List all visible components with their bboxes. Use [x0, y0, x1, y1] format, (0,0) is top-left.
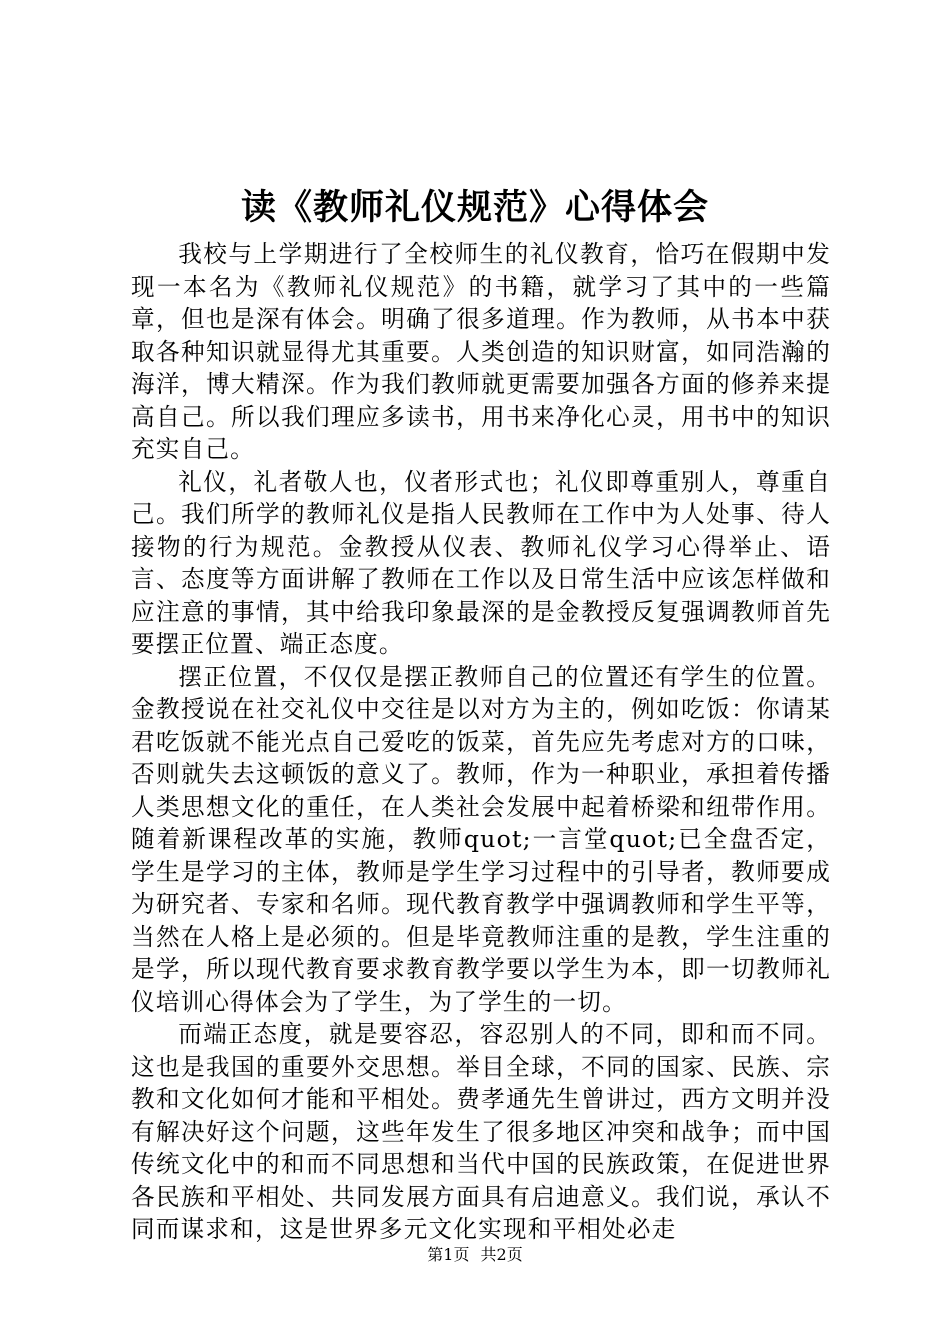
- paragraph: 而端正态度，就是要容忍，容忍别人的不同，即和而不同。这也是我国的重要外交思想。举目全球，不同的国家、民族、宗教和文化如何才能和平相处。费孝通先生曾讲过，西方文明并没有解决好这个问题，这些年发生了很多地区冲突和战争；而中国传统文化中的和而不同思想和当代中国的民族政策，在促进世界各民族和平相处、共同发展方面具有启迪意义。我们说，承认不同而谋求和，这是世界多元文化实现和平相处必走: [131, 1020, 831, 1243]
- paragraph: 礼仪，礼者敬人也，仪者形式也；礼仪即尊重别人，尊重自己。我们所学的教师礼仪是指人民教师在工作中为人处事、待人接物的行为规范。金教授从仪表、教师礼仪学习心得举止、语言、态度等方面讲解了教师在工作以及日常生活中应该怎样做和应注意的事情，其中给我印象最深的是金教授反复强调教师首先要摆正位置、端正态度。: [131, 467, 831, 658]
- page-number: 第1页: [427, 1245, 470, 1264]
- page-total: 共2页: [480, 1245, 523, 1264]
- document-body: [131, 238, 831, 1246]
- paragraph: 摆正位置，不仅仅是摆正教师自己的位置还有学生的位置。金教授说在社交礼仪中交往是以对方为主的，例如吃饭：你请某君吃饭就不能光点自己爱吃的饭菜，首先应先考虑对方的口味，否则就失去这顿饭的意义了。教师，作为一种职业，承担着传播人类思想文化的重任，在人类社会发展中起着桥梁和纽带作用。随着新课程改革的实施，教师quot;一言堂quot;已全盘否定，学生是学习的主体，教师是学生学习过程中的引导者，教师要成为研究者、专家和名师。现代教育教学中强调教师和学生平等，当然在人格上是必须的。但是毕竟教师注重的是教，学生注重的是学，所以现代教育要求教育教学要以学生为本，即一切教师礼仪培训心得体会为了学生，为了学生的一切。: [131, 662, 831, 1016]
- page-footer: [0, 1243, 950, 1267]
- page-title: 读《教师礼仪规范》心得体会: [240, 187, 709, 228]
- paragraph: 我校与上学期进行了全校师生的礼仪教育，恰巧在假期中发现一本名为《教师礼仪规范》的书籍，就学习了其中的一些篇章，但也是深有体会。明确了很多道理。作为教师，从书本中获取各种知识就显得尤其重要。人类创造的知识财富，如同浩瀚的海洋，博大精深。作为我们教师就更需要加强各方面的修养来提高自己。所以我们理应多读书，用书来净化心灵，用书中的知识充实自己。: [131, 240, 831, 463]
